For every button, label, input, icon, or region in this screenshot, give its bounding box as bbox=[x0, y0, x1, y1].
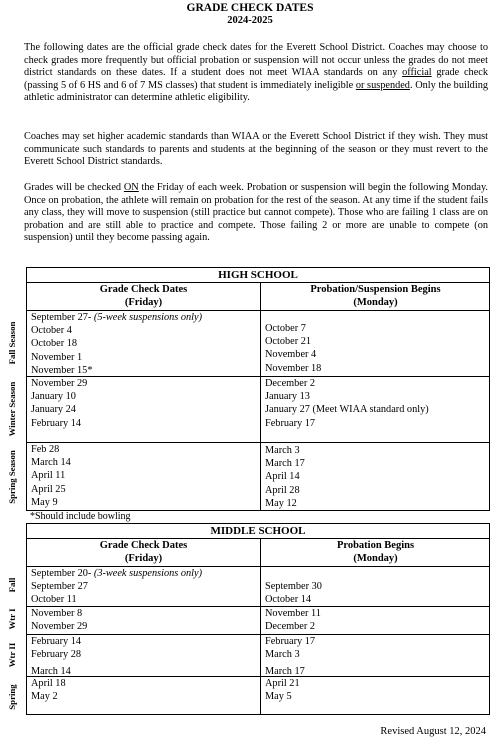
hs-spring-check: April 25 bbox=[31, 483, 66, 495]
ms-wtr1-season-label: Wtr I bbox=[7, 608, 17, 630]
hs-winter-check: January 24 bbox=[31, 404, 76, 416]
hs-col1-label: Grade Check Dates bbox=[99, 284, 188, 295]
hs-winter-check: February 14 bbox=[31, 417, 82, 429]
hs-spring-begin: April 28 bbox=[265, 484, 300, 496]
ms-wtr1-check: November 29 bbox=[31, 621, 88, 633]
ms-fall-begin: October 14 bbox=[265, 594, 312, 606]
divider bbox=[27, 442, 489, 443]
divider bbox=[27, 634, 489, 635]
hs-winter-check: January 10 bbox=[31, 391, 76, 403]
ms-wtr2-check: March 14 bbox=[31, 666, 71, 678]
ms-wtr2-check: February 14 bbox=[31, 636, 82, 647]
hs-col2-label: Probation/Suspension Begins bbox=[310, 284, 441, 295]
hs-col-grade-check bbox=[27, 284, 260, 309]
hs-footnote: *Should include bowling bbox=[30, 511, 131, 522]
ms-spring-check: April 18 bbox=[31, 678, 66, 689]
hs-winter-begins bbox=[265, 377, 429, 430]
hs-col2-sub: (Monday) bbox=[353, 296, 398, 308]
middle-school-title: MIDDLE SCHOOL bbox=[210, 525, 306, 537]
ms-wtr2-check: February 28 bbox=[31, 649, 82, 661]
hs-spring-season-label: Spring Season bbox=[7, 450, 17, 504]
ms-fall-first-check-note: (3-week suspensions only) bbox=[93, 568, 203, 579]
hs-fall-season-label: Fall Season bbox=[7, 321, 17, 365]
middle-school-table bbox=[26, 523, 490, 715]
ms-wtr2-season-label: Wtr II bbox=[7, 642, 17, 668]
hs-fall-check: October 18 bbox=[31, 338, 78, 350]
ms-spring-begin: April 21 bbox=[265, 678, 300, 689]
hs-winter-begin: January 13 bbox=[265, 391, 310, 403]
hs-fall-check: November 1 bbox=[31, 351, 83, 363]
hs-fall-begin: November 4 bbox=[265, 349, 317, 361]
hs-spring-check: April 11 bbox=[31, 470, 66, 482]
ms-wtr2-begin: February 17 bbox=[265, 636, 316, 647]
ms-fall-check: October 11 bbox=[31, 594, 77, 606]
divider bbox=[27, 538, 489, 539]
ms-wtr1-check: November 8 bbox=[31, 608, 83, 619]
intro-paragraph-3 bbox=[24, 182, 488, 245]
intro-suspended-underlined: or suspended bbox=[355, 79, 410, 91]
ms-spring-checks bbox=[31, 677, 66, 703]
hs-fall-first-check bbox=[31, 311, 202, 324]
revised-date: Revised August 12, 2024 bbox=[380, 726, 486, 737]
ms-fall-check: September 27 bbox=[31, 581, 88, 593]
ms-wtr2-begin: March 3 bbox=[265, 649, 300, 661]
hs-fall-checks bbox=[31, 311, 202, 377]
hs-spring-begin: April 14 bbox=[265, 471, 300, 483]
ms-col-grade-check bbox=[27, 540, 260, 565]
intro-text-3b: the Friday of each week. Probation or suspension will begin the following Monday. Once on probation, the athlete will remain on probation for the rest of the season. At any time if the student fails any class, they will move to suspension (still practice but cannot compete). Those who are failing 1 class are on probation and are still able to practice and compete. Those failing 2 or more are unable to compete (on suspension) until they become passing again. bbox=[24, 182, 488, 244]
hs-spring-begin: March 3 bbox=[265, 445, 300, 456]
column-divider bbox=[260, 282, 261, 511]
hs-fall-begins bbox=[265, 322, 321, 375]
ms-wtr1-begin: November 11 bbox=[265, 608, 321, 619]
hs-spring-check: March 14 bbox=[31, 457, 71, 469]
divider bbox=[27, 676, 489, 677]
ms-spring-begins bbox=[265, 677, 300, 703]
ms-col2-label: Probation Begins bbox=[336, 540, 415, 551]
ms-fall-first-check-date: September 20- bbox=[31, 568, 94, 579]
intro-text-3a: Grades will be checked bbox=[24, 182, 124, 193]
hs-spring-begin: May 12 bbox=[265, 497, 297, 509]
divider bbox=[27, 282, 489, 283]
high-school-title: HIGH SCHOOL bbox=[218, 269, 298, 281]
ms-col1-sub: (Friday) bbox=[124, 552, 163, 564]
ms-fall-first-check bbox=[31, 567, 202, 580]
hs-fall-first-check-note: (5-week suspensions only) bbox=[93, 312, 203, 323]
ms-col-probation bbox=[261, 540, 490, 565]
hs-fall-begin: October 21 bbox=[265, 336, 312, 348]
hs-fall-check: October 4 bbox=[31, 325, 72, 337]
hs-fall-first-check-date: September 27- bbox=[31, 312, 94, 323]
hs-fall-check: November 15* bbox=[31, 364, 93, 376]
hs-spring-check: May 9 bbox=[31, 496, 58, 508]
intro-paragraph-2: Coaches may set higher academic standards than WIAA or the Everett School District if they wish. They must communicate such standards to parents and students at the beginning of the season or they must revert to the Everett School District standards. bbox=[24, 131, 488, 168]
intro-official-underlined: official bbox=[402, 67, 432, 79]
ms-fall-season-label: Fall bbox=[7, 577, 17, 593]
page-title: GRADE CHECK DATES bbox=[186, 2, 314, 14]
ms-wtr1-begins bbox=[265, 607, 321, 633]
divider bbox=[27, 606, 489, 607]
hs-spring-checks bbox=[31, 443, 71, 509]
intro-text-1c: . Only the building athletic administrator can determine athletic eligibility. bbox=[24, 79, 488, 104]
hs-fall-begin: October 7 bbox=[265, 323, 306, 334]
ms-spring-begin: May 5 bbox=[265, 691, 292, 703]
intro-on-underlined: ON bbox=[123, 182, 139, 193]
ms-fall-begin: September 30 bbox=[265, 581, 322, 592]
ms-wtr2-checks bbox=[31, 635, 81, 679]
hs-fall-begin: November 18 bbox=[265, 362, 322, 374]
hs-spring-check: Feb 28 bbox=[31, 444, 60, 455]
hs-spring-begins bbox=[265, 444, 305, 510]
intro-text-1b: grade check (passing 5 of 6 HS and 6 of 7 MS classes) that student is immediately ineligible bbox=[24, 67, 488, 91]
hs-winter-checks bbox=[31, 377, 87, 430]
ms-wtr1-begin: December 2 bbox=[265, 621, 316, 633]
hs-winter-begin: February 17 bbox=[265, 417, 316, 429]
intro-text-1a: The following dates are the official grade check dates for the Everett School District. Coaches may choose to check grades more frequently but official probation or suspension will not occur unless the grades do not meet district standards on these dates. If a student does not meet WIAA standards on any bbox=[24, 42, 488, 79]
ms-spring-check: May 2 bbox=[31, 691, 58, 703]
hs-winter-begin: January 27 (Meet WIAA standard only) bbox=[265, 404, 429, 416]
hs-spring-begin: March 17 bbox=[265, 458, 305, 470]
ms-fall-checks bbox=[31, 567, 202, 607]
hs-col-probation bbox=[261, 284, 490, 309]
intro-paragraph-1 bbox=[24, 42, 488, 105]
ms-col1-label: Grade Check Dates bbox=[99, 540, 188, 551]
school-year: 2024-2025 bbox=[227, 15, 273, 26]
hs-winter-begin: December 2 bbox=[265, 378, 316, 389]
high-school-table bbox=[26, 267, 490, 511]
ms-fall-begins bbox=[265, 580, 322, 606]
ms-wtr2-begin: March 17 bbox=[265, 666, 305, 678]
ms-col2-sub: (Monday) bbox=[353, 552, 398, 564]
hs-winter-check: November 29 bbox=[31, 378, 88, 389]
ms-spring-season-label: Spring bbox=[7, 684, 17, 710]
ms-wtr2-begins bbox=[265, 635, 315, 679]
hs-winter-season-label: Winter Season bbox=[7, 381, 17, 437]
ms-wtr1-checks bbox=[31, 607, 87, 633]
hs-col1-sub: (Friday) bbox=[124, 296, 163, 308]
